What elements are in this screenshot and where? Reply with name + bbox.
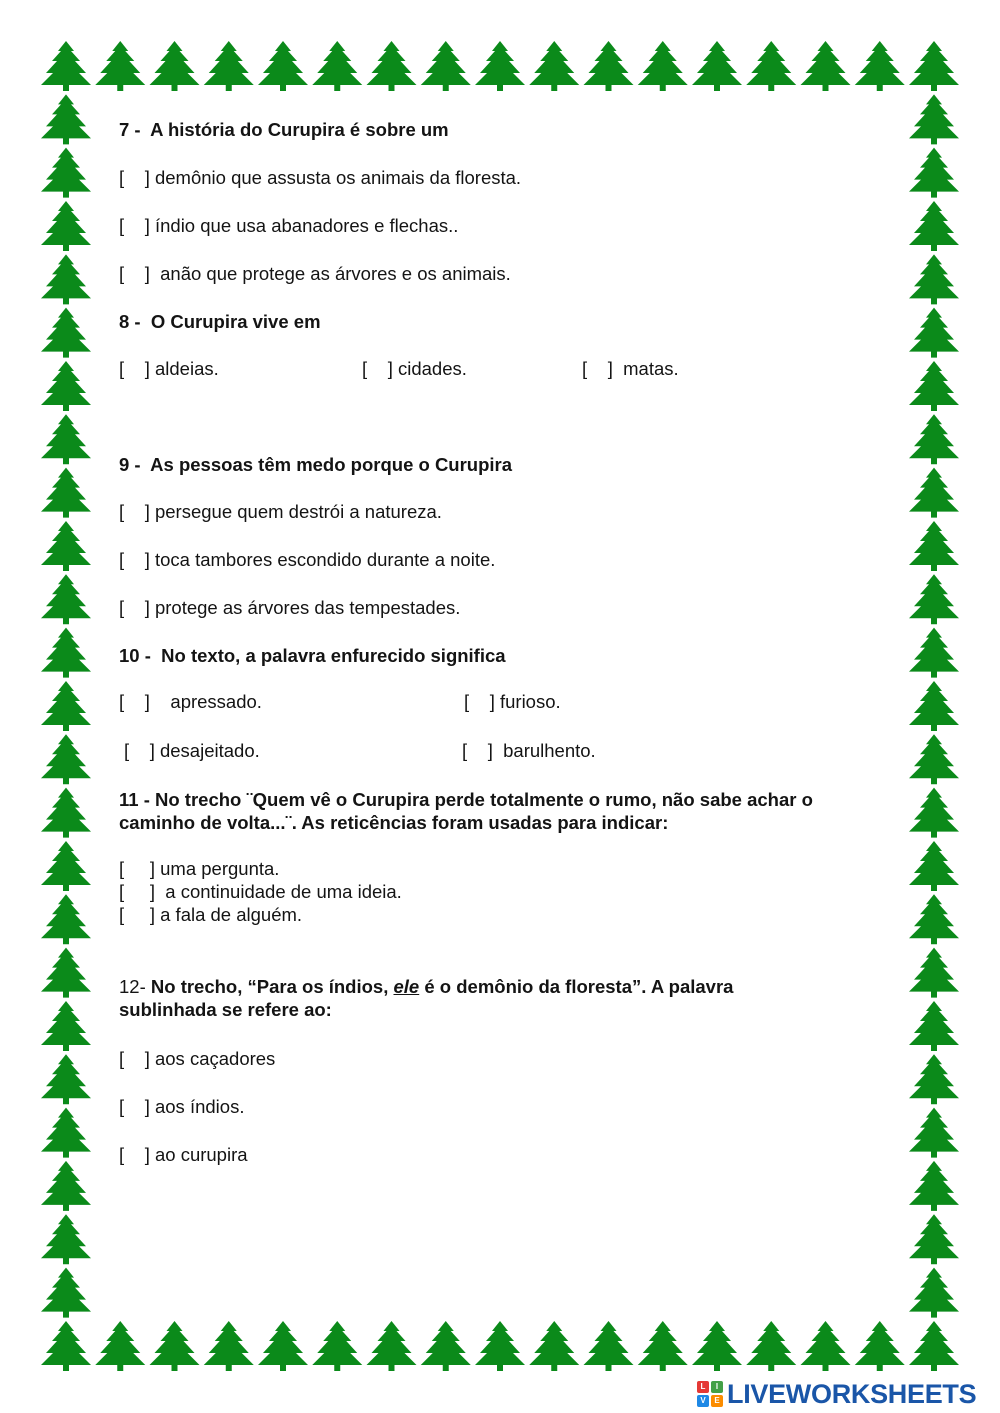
pine-tree-icon xyxy=(909,1321,959,1371)
pine-tree-icon xyxy=(909,414,959,464)
pine-tree-icon xyxy=(367,1321,417,1371)
pine-tree-icon xyxy=(95,1321,145,1371)
question-12-title-line1 xyxy=(119,975,733,998)
pine-tree-icon xyxy=(41,308,91,358)
underlined-word: ele xyxy=(393,976,420,997)
question-11-title-line1: 11 - No trecho ¨Quem vê o Curupira perde totalmente o rumo, não sabe achar o xyxy=(119,789,813,810)
q9-option-3[interactable]: [ ] protege as árvores das tempestades. xyxy=(119,597,461,618)
q8-option-1[interactable]: [ ] aldeias. xyxy=(119,358,219,379)
pine-tree-icon xyxy=(475,41,525,91)
q7-option-2[interactable]: [ ] índio que usa abanadores e flechas.. xyxy=(119,215,459,236)
pine-tree-icon xyxy=(41,628,91,678)
pine-tree-icon xyxy=(41,1054,91,1104)
pine-tree-icon xyxy=(638,41,688,91)
logo-cube-i: I xyxy=(711,1381,723,1393)
q10-option-3[interactable]: [ ] desajeitado. xyxy=(124,740,260,761)
q9-option-1[interactable]: [ ] persegue quem destrói a natureza. xyxy=(119,501,442,522)
pine-tree-icon xyxy=(41,1161,91,1211)
pine-tree-icon xyxy=(909,681,959,731)
pine-tree-icon xyxy=(41,414,91,464)
pine-tree-icon xyxy=(529,1321,579,1371)
question-12-title-b: é o demônio da floresta”. A palavra xyxy=(419,976,734,997)
pine-tree-icon xyxy=(909,1214,959,1264)
pine-tree-icon xyxy=(41,468,91,518)
logo-cube-e: E xyxy=(711,1395,723,1407)
pine-tree-icon xyxy=(41,521,91,571)
pine-tree-icon xyxy=(855,1321,905,1371)
pine-tree-icon xyxy=(150,41,200,91)
pine-tree-icon xyxy=(909,201,959,251)
question-12-title-a: No trecho, “Para os índios, xyxy=(150,976,394,997)
pine-tree-icon xyxy=(909,308,959,358)
pine-tree-icon xyxy=(41,1108,91,1158)
pine-tree-icon xyxy=(421,1321,471,1371)
logo-cube-l: L xyxy=(697,1381,709,1393)
pine-tree-icon xyxy=(801,41,851,91)
q8-option-3[interactable]: [ ] matas. xyxy=(582,358,679,379)
pine-tree-icon xyxy=(909,41,959,91)
question-8-title: 8 - O Curupira vive em xyxy=(119,311,321,332)
pine-tree-icon xyxy=(204,41,254,91)
q11-option-1[interactable]: [ ] uma pergunta. xyxy=(119,858,280,879)
pine-tree-icon xyxy=(95,41,145,91)
q10-option-2[interactable]: [ ] furioso. xyxy=(464,691,561,712)
pine-tree-icon xyxy=(909,734,959,784)
pine-tree-icon xyxy=(909,894,959,944)
pine-tree-icon xyxy=(909,94,959,144)
pine-tree-icon xyxy=(909,361,959,411)
q10-option-1[interactable]: [ ] apressado. xyxy=(119,691,262,712)
pine-tree-icon xyxy=(475,1321,525,1371)
q11-option-3[interactable]: [ ] a fala de alguém. xyxy=(119,904,303,925)
pine-tree-icon xyxy=(638,1321,688,1371)
pine-tree-icon xyxy=(41,948,91,998)
pine-tree-icon xyxy=(41,41,91,91)
q7-option-1[interactable]: [ ] demônio que assusta os animais da floresta. xyxy=(119,167,522,188)
pine-tree-icon xyxy=(909,948,959,998)
question-10-title: 10 - No texto, a palavra enfurecido significa xyxy=(119,645,506,666)
pine-tree-icon xyxy=(41,201,91,251)
pine-tree-icon xyxy=(909,841,959,891)
q12-option-2[interactable]: [ ] aos índios. xyxy=(119,1096,245,1117)
pine-tree-icon xyxy=(909,1161,959,1211)
pine-tree-icon xyxy=(204,1321,254,1371)
question-12-title-line2: sublinhada se refere ao: xyxy=(119,999,332,1020)
pine-tree-icon xyxy=(584,1321,634,1371)
pine-tree-icon xyxy=(909,521,959,571)
pine-tree-icon xyxy=(746,41,796,91)
pine-tree-icon xyxy=(41,681,91,731)
pine-tree-icon xyxy=(855,41,905,91)
pine-tree-icon xyxy=(258,41,308,91)
question-11-title-line2: caminho de volta...¨. As reticências foram usadas para indicar: xyxy=(119,812,669,833)
pine-tree-icon xyxy=(801,1321,851,1371)
pine-tree-icon xyxy=(41,361,91,411)
pine-tree-icon xyxy=(692,41,742,91)
pine-tree-icon xyxy=(909,254,959,304)
logo-cube-icon xyxy=(697,1381,723,1407)
pine-tree-icon xyxy=(41,94,91,144)
pine-tree-icon xyxy=(41,788,91,838)
pine-tree-icon xyxy=(909,148,959,198)
pine-tree-icon xyxy=(421,41,471,91)
pine-tree-icon xyxy=(909,1001,959,1051)
question-7-title: 7 - A história do Curupira é sobre um xyxy=(119,119,449,140)
pine-tree-icon xyxy=(529,41,579,91)
pine-tree-icon xyxy=(909,468,959,518)
q12-option-3[interactable]: [ ] ao curupira xyxy=(119,1144,248,1165)
pine-tree-icon xyxy=(312,41,362,91)
pine-tree-icon xyxy=(909,1268,959,1318)
pine-tree-icon xyxy=(692,1321,742,1371)
pine-tree-icon xyxy=(909,1054,959,1104)
question-9-title: 9 - As pessoas têm medo porque o Curupira xyxy=(119,454,513,475)
pine-tree-icon xyxy=(909,788,959,838)
q10-option-4[interactable]: [ ] barulhento. xyxy=(462,740,596,761)
question-12-number: 12- xyxy=(119,976,151,997)
logo-cube-v: V xyxy=(697,1395,709,1407)
pine-tree-icon xyxy=(41,734,91,784)
logo-text: LIVEWORKSHEETS xyxy=(727,1378,977,1409)
pine-tree-icon xyxy=(41,148,91,198)
q11-option-2[interactable]: [ ] a continuidade de uma ideia. xyxy=(119,881,402,902)
pine-tree-icon xyxy=(909,1108,959,1158)
pine-tree-icon xyxy=(258,1321,308,1371)
pine-tree-icon xyxy=(909,628,959,678)
pine-tree-icon xyxy=(41,1268,91,1318)
pine-tree-icon xyxy=(41,841,91,891)
pine-tree-icon xyxy=(584,41,634,91)
pine-tree-icon xyxy=(312,1321,362,1371)
q9-option-2[interactable]: [ ] toca tambores escondido durante a noite. xyxy=(119,549,496,570)
pine-tree-icon xyxy=(41,254,91,304)
pine-tree-icon xyxy=(41,574,91,624)
pine-tree-icon xyxy=(367,41,417,91)
pine-tree-icon xyxy=(41,894,91,944)
liveworksheets-logo xyxy=(697,1376,997,1412)
pine-tree-icon xyxy=(746,1321,796,1371)
pine-tree-icon xyxy=(41,1321,91,1371)
pine-tree-icon xyxy=(909,574,959,624)
q8-option-2[interactable]: [ ] cidades. xyxy=(362,358,467,379)
pine-tree-icon xyxy=(41,1001,91,1051)
q12-option-1[interactable]: [ ] aos caçadores xyxy=(119,1048,276,1069)
pine-tree-icon xyxy=(150,1321,200,1371)
q7-option-3[interactable]: [ ] anão que protege as árvores e os animais. xyxy=(119,263,511,284)
pine-tree-icon xyxy=(41,1214,91,1264)
